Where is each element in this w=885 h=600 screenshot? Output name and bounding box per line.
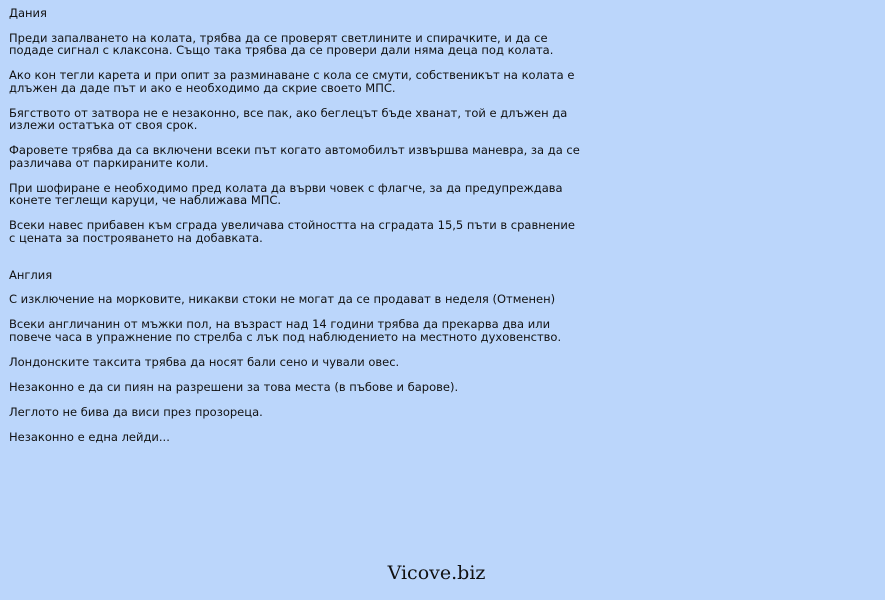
law-item: С изключение на морковите, никакви стоки не могат да се продават в неделя (Отменен) — [9, 292, 556, 306]
law-item: Незаконно е да си пиян на разрешени за това места (в пъбове и барове). — [9, 379, 459, 394]
law-item: Всеки навес прибавен към сграда увеличава стойността на сградата 15,5 пъти в сравнение с цената за построяването на добавката. — [9, 218, 575, 245]
law-item: Ако кон тегли карета и при опит за разминаване с кола се смути, собственикът на колата е длъжен да даде път и ако е необходимо да скрие своето МПС. — [9, 68, 575, 95]
section-denmark — [9, 7, 584, 244]
section-england — [9, 269, 584, 444]
site-watermark: Vicove.biz — [387, 562, 486, 584]
law-item: Всеки англичанин от мъжки пол, на възраст над 14 години трябва да прекарва два или повече часа в упражнение по стрелба с лък под наблюдението на местното духовенство. — [9, 317, 562, 344]
law-item: Фаровете трябва да са включени всеки път когато автомобилът извършва маневра, за да се различава от паркираните коли. — [9, 143, 580, 170]
section-title: Англия — [9, 267, 53, 282]
law-item: Незаконно е една лейди... — [9, 429, 170, 444]
article-body — [9, 7, 584, 456]
section-spacer — [9, 257, 584, 269]
section-title: Дания — [9, 6, 47, 20]
law-item: Леглото не бива да виси през прозореца. — [9, 404, 263, 419]
law-item: Лондонските таксита трябва да носят бали сено и чували овес. — [9, 354, 400, 369]
law-item: Преди запалването на колата, трябва да се проверят светлините и спирачките, и да се подаде сигнал с клаксона. Също така трябва да се провери дали няма деца под колата. — [9, 30, 554, 57]
law-item: При шофиране е необходимо пред колата да върви човек с флагче, за да предупреждава конете теглещи каруци, че наближава МПС. — [9, 180, 563, 207]
law-item: Бягството от затвора не е незаконно, все пак, ако беглецът бъде хванат, той е длъжен да излежи остатъка от своя срок. — [9, 105, 568, 132]
